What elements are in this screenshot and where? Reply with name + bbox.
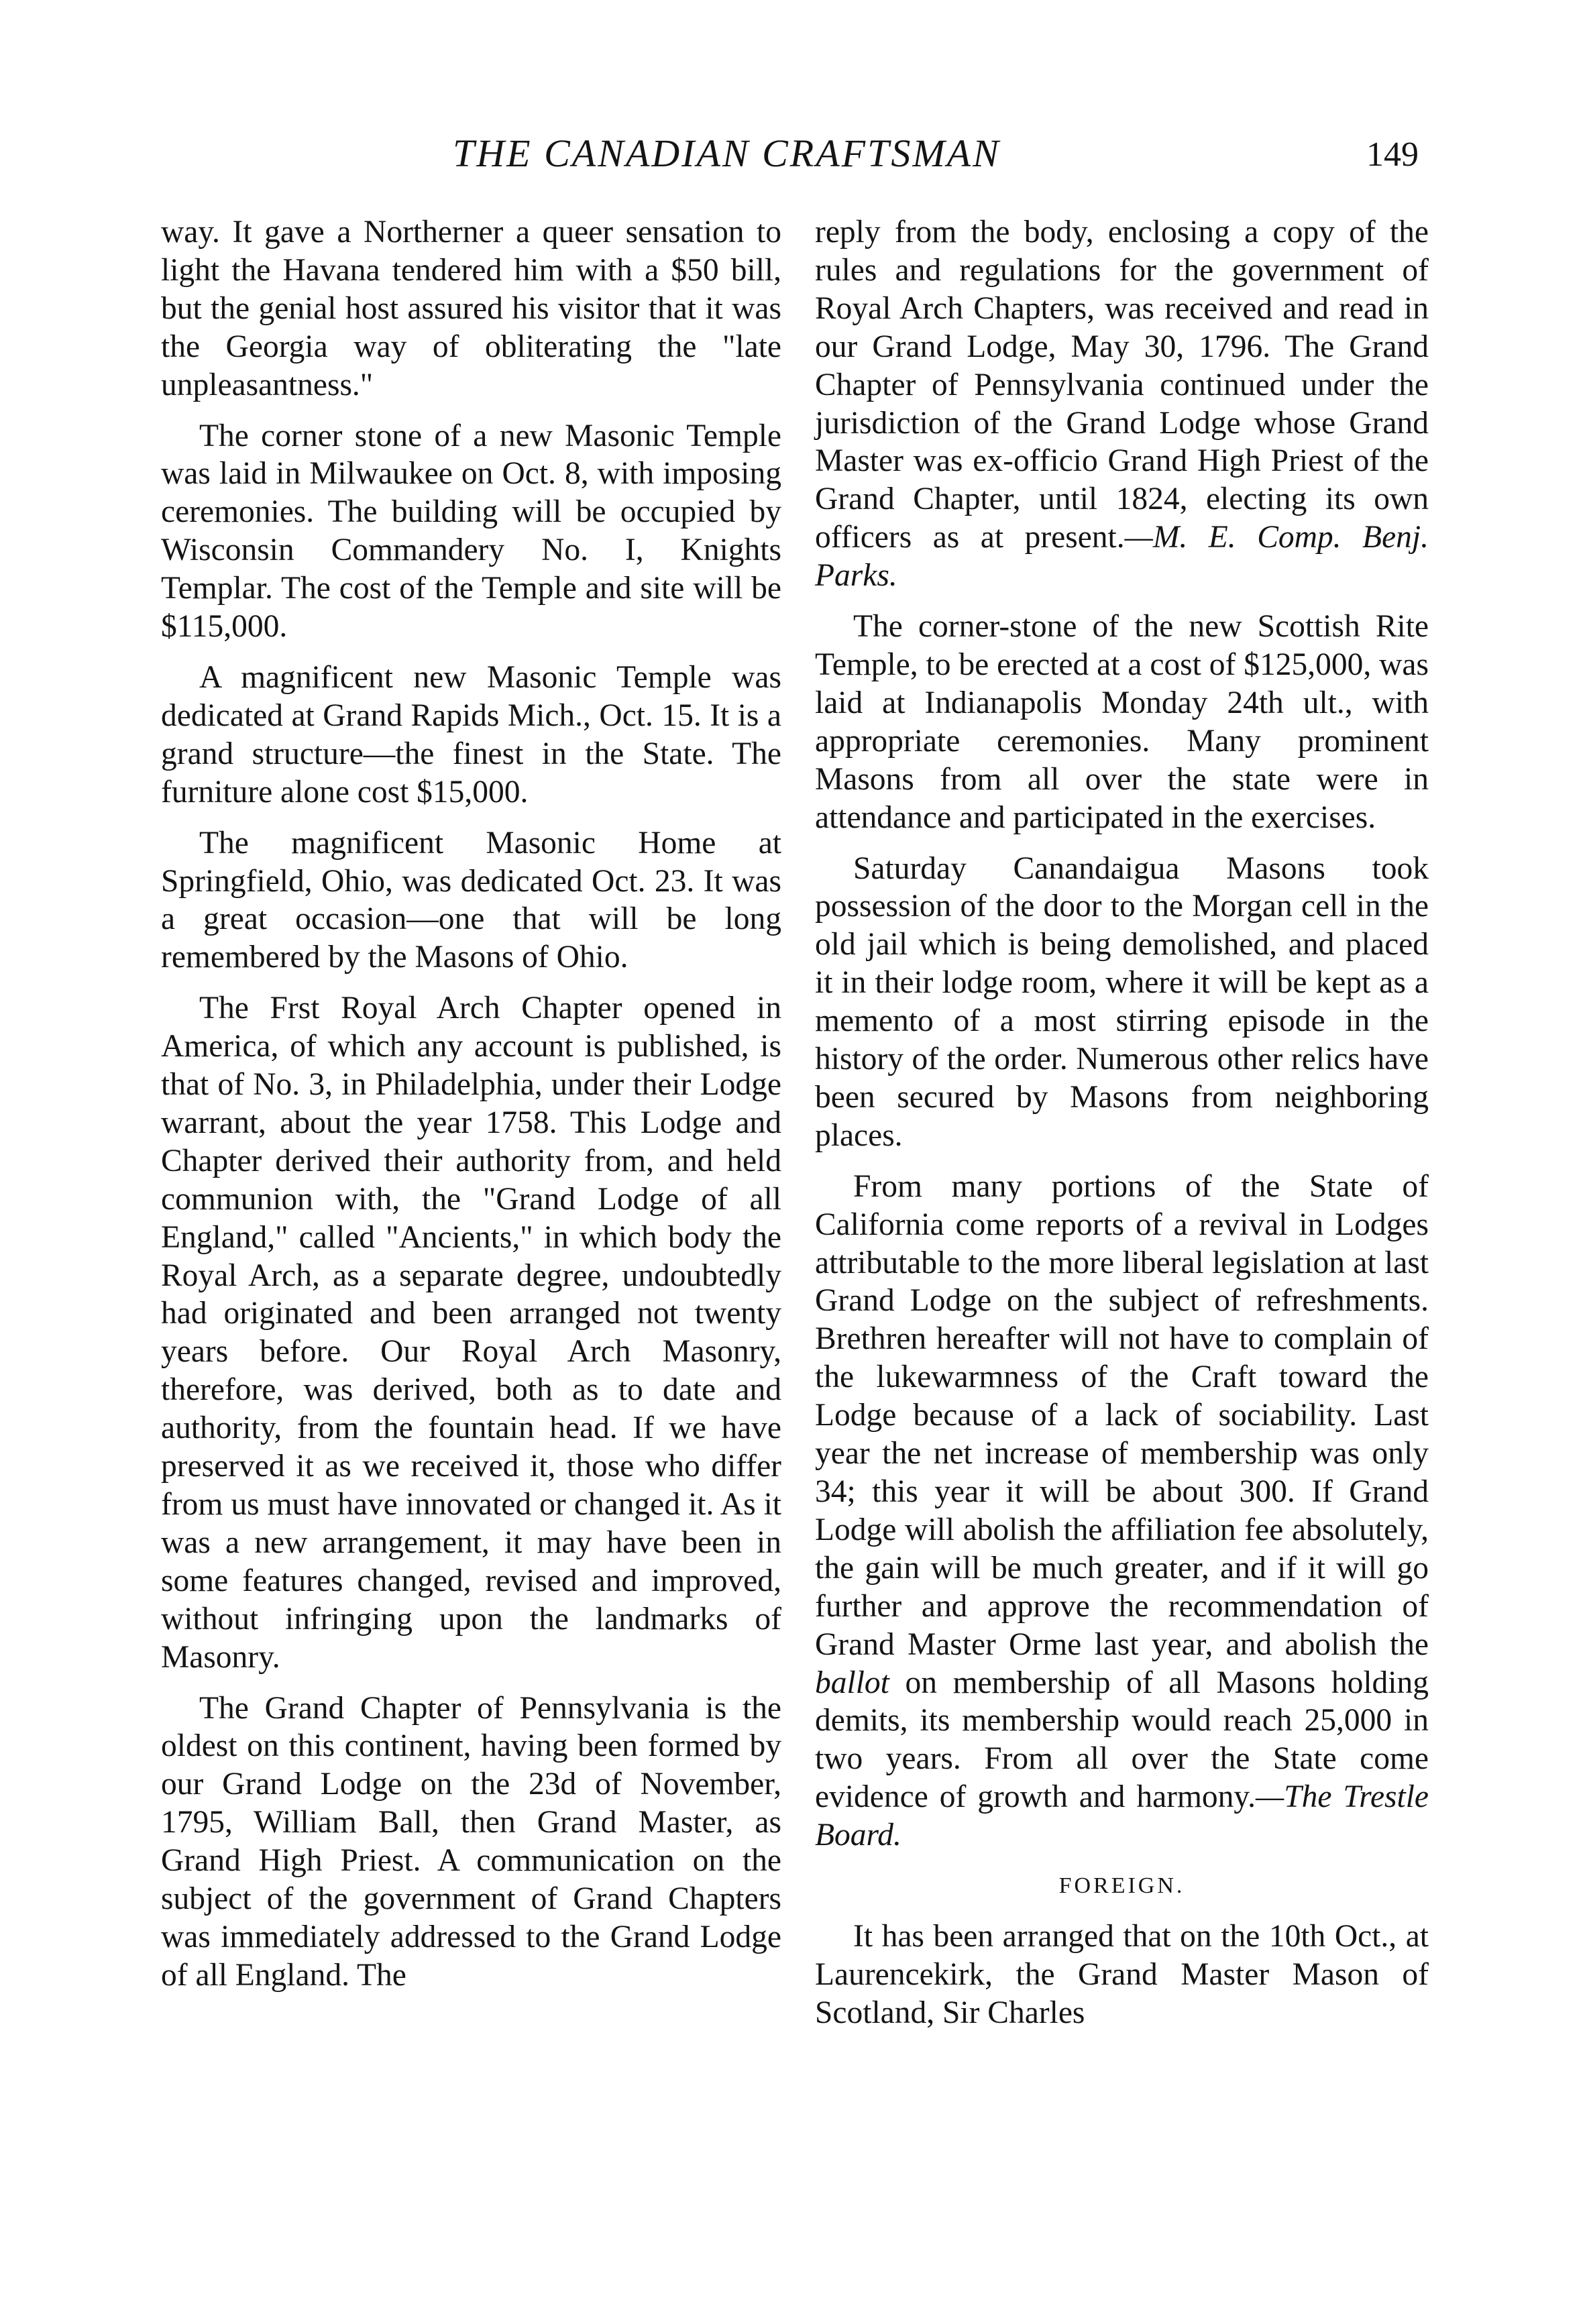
running-title: THE CANADIAN CRAFTSMAN [453,131,1001,175]
paragraph-laurencekirk: It has been arranged that on the 10th Oct., at Laurencekirk, the Grand Master Mason of Scotland, Sir Charles [815,1918,1429,2030]
paragraph-text: on membership of all Masons holding demits, its membership would reach 25,000 in two years. From all over the State come evidence of growth and harmony. [815,1665,1429,1815]
paragraph-morgan-cell: Saturday Canandaigua Masons took possession of the door to the Morgan cell in the old jail which is being demolished, and placed it in their lodge room, where it will be kept as a memento of a most stirring episode in the history of the order. Numerous other relics have been secured by Masons from neighboring places. [815,850,1429,1153]
source-citation: —The Trestle Board. [815,1779,1429,1853]
left-column [161,213,781,1995]
paragraph-havana: way. It gave a Northerner a queer sensation to light the Havana tendered him with a $50 bill, but the genial host assured his visitor that it was the Georgia way of obliterating the "late unpleasantness." [161,215,781,402]
paragraph-first-royal-arch: The Frst Royal Arch Chapter opened in America, of which any account is published, is that of No. 3, in Philadelphia, under their Lodge warrant, about the year 1758. This Lodge and Chapter derived their authority from, and held communion with, the "Grand Lodge of all England," called "Ancients," in which body the Royal Arch, as a separate degree, undoubtedly had originated and been arranged not twenty years before. Our Royal Arch Masonry, therefore, was derived, both as to date and authority, from the fountain head. If we have preserved it as we received it, those who differ from us must have innovated or changed it. As it was a new arrangement, it may have been in some features changed, revised and improved, without infringing upon the landmarks of Masonry. [161,991,781,1675]
right-column [815,213,1429,2032]
paragraph-scottish-rite-temple: The corner-stone of the new Scottish Rite Temple, to be erected at a cost of $125,000, was laid at Indianapolis Monday 24th ult., with appropriate ceremonies. Many prominent Masons from all over the state were in attendance and participated in the exercises. [815,609,1429,835]
paragraph-text: reply from the body, enclosing a copy of the rules and regulations for the government of Royal Arch Chapters, was received and read in our Grand Lodge, May 30, 1796. The Grand Chapter of Pennsylvania continued under the jurisdiction of the Grand Lodge whose Grand Master was ex-officio Grand High Priest of the Grand Chapter, until 1824, electing its own officers as at present. [815,215,1429,555]
italic-word: ballot [815,1665,889,1700]
page-number: 149 [1366,135,1419,174]
paragraph-grand-chapter-pennsylvania: The Grand Chapter of Pennsylvania is the oldest on this continent, having been formed by our Grand Lodge on the 23d of November, 1795, William Ball, then Grand Master, as Grand High Priest. A communication on the subject of the government of Grand Chapters was immediately addressed to the Grand Lodge of all England. The [161,1690,781,1993]
page-header [158,131,1419,191]
paragraph-grand-rapids-temple: A magnificent new Masonic Temple was dedicated at Grand Rapids Mich., Oct. 15. It is a grand structure—the finest in the State. The furniture alone cost $15,000. [161,659,781,810]
paragraph-royal-arch-reply [815,213,1429,595]
paragraph-milwaukee-temple: The corner stone of a new Masonic Temple was laid in Milwaukee on Oct. 8, with imposing ceremonies. The building will be occupied by Wisconsin Commandery No. I, Knights Templar. The cost of the Temple and site will be $115,000. [161,418,781,645]
source-citation: —M. E. Comp. Benj. Parks. [815,520,1429,594]
paragraph-text: From many portions of the State of California come reports of a revival in Lodges attributable to the more liberal legislation at last Grand Lodge on the subject of refreshments. Brethren hereafter will not have to complain of the lukewarmness of the Craft toward the Lodge because of a lack of sociability. Last year the net increase of membership was only 34; this year it will be about 300. If Grand Lodge will abolish the affiliation fee absolutely, the gain will be much greater, and if it will go further and approve the recommendation of Grand Master Orme last year, and abolish the [815,1168,1429,1662]
section-heading-foreign: FOREIGN. [1058,1873,1185,1899]
paragraph-springfield-home: The magnificent Masonic Home at Springfield, Ohio, was dedicated Oct. 23. It was a great occasion—one that will be long remembered by the Masons of Ohio. [161,825,781,975]
paragraph-california-lodges [815,1168,1429,1855]
